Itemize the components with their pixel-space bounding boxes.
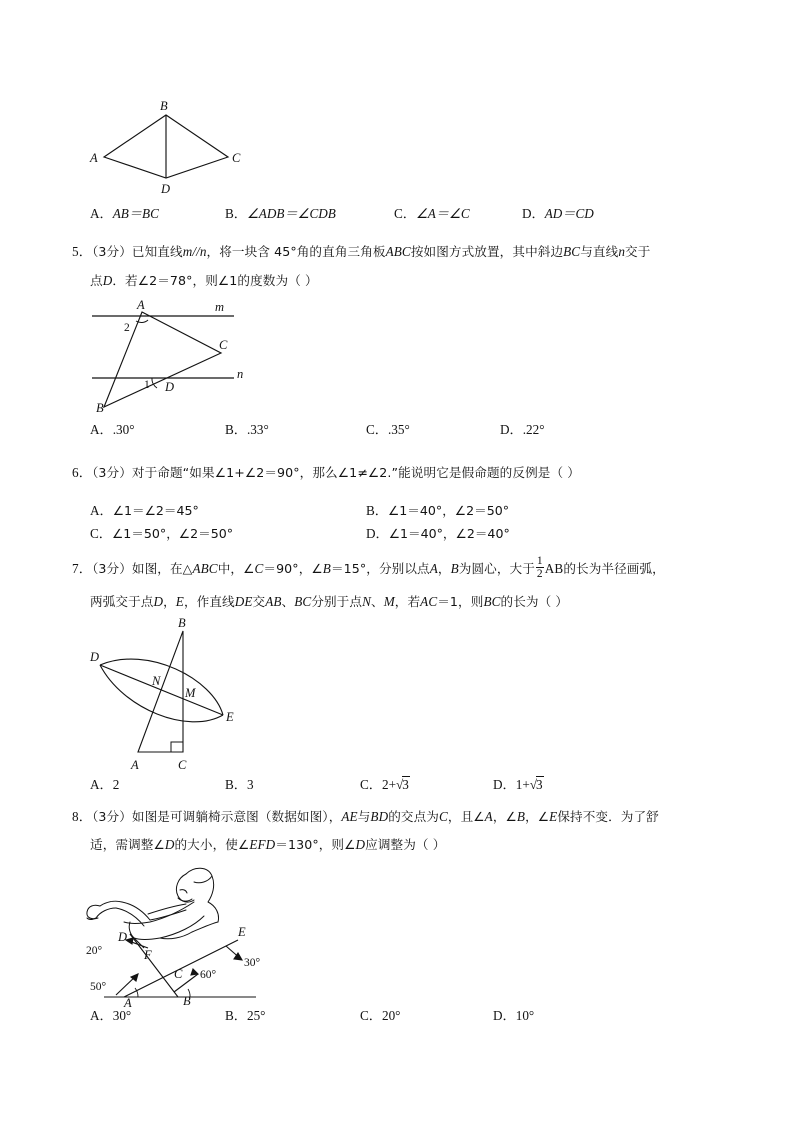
option-a[interactable] xyxy=(90,419,134,438)
option-c-label: C． xyxy=(394,206,416,221)
label-line-n: n xyxy=(237,367,244,381)
option-c-label: C． xyxy=(90,526,112,541)
question6-marks: （3分） xyxy=(92,465,132,480)
question8-options xyxy=(0,1005,793,1025)
option-d-text: AD＝CD xyxy=(544,206,594,221)
option-c-text: 20° xyxy=(381,1008,401,1023)
option-c-text: .35° xyxy=(387,422,410,437)
label-n: N xyxy=(152,674,161,688)
option-a[interactable] xyxy=(90,203,159,222)
option-c[interactable] xyxy=(360,774,410,793)
option-d-text: .22° xyxy=(522,422,545,437)
option-b-text: ∠ADB＝∠CDB xyxy=(246,206,336,221)
option-c-text: ∠A＝∠C xyxy=(415,206,470,221)
option-d-label: D． xyxy=(493,1008,516,1023)
option-c-text: ∠1＝50°，∠2＝50° xyxy=(111,526,234,541)
option-c[interactable] xyxy=(90,523,233,542)
figure-kite-abcd xyxy=(86,96,246,196)
option-a-text: 30° xyxy=(112,1008,132,1023)
angle-60-label: 60° xyxy=(200,969,217,981)
question7-options xyxy=(0,774,793,794)
option-a-label: A． xyxy=(90,777,113,792)
question6-number: 6 xyxy=(72,465,79,480)
label-c: C xyxy=(174,967,183,981)
angle-50-label: 50° xyxy=(90,981,107,993)
label-a: A xyxy=(137,298,145,312)
option-d[interactable] xyxy=(493,774,544,793)
option-d[interactable] xyxy=(493,1005,534,1024)
question6-options-row1 xyxy=(0,500,793,520)
label-d: D xyxy=(90,650,100,664)
label-b: B xyxy=(96,401,104,415)
radical-icon: √3 xyxy=(529,777,543,792)
option-d-label: D． xyxy=(522,206,545,221)
option-b[interactable] xyxy=(225,419,269,438)
option-a[interactable] xyxy=(90,500,199,519)
label-a: A xyxy=(124,996,132,1010)
option-a-text: AB＝BC xyxy=(112,206,159,221)
option-c[interactable] xyxy=(366,419,410,438)
question5-stem-line2: 点D．若∠2＝78°，则∠1的度数为（ ） xyxy=(90,273,318,288)
option-b-label: B． xyxy=(225,206,247,221)
question7-stem-line1: 7．（3分）如图，在△ABC中，∠C＝90°，∠B＝15°，分别以点A，B为圆心，大于 $\frac{1}{2}$ AB的长为半径画弧， xyxy=(72,555,665,581)
option-c-text: 2+ xyxy=(381,777,397,792)
angle-label-2: 2 xyxy=(124,322,130,334)
option-b-text: ∠1＝40°，∠2＝50° xyxy=(387,503,510,518)
radical-icon: √3 xyxy=(396,777,409,792)
question8-number: 8 xyxy=(72,809,79,824)
kite-label-a: A xyxy=(90,151,98,165)
option-d[interactable] xyxy=(366,523,510,542)
label-c: C xyxy=(178,758,187,772)
label-f: F xyxy=(144,948,152,962)
question7-number: 7 xyxy=(72,561,79,577)
angle-20-label: 20° xyxy=(86,945,103,957)
option-a-label: A． xyxy=(90,206,113,221)
option-b-label: B． xyxy=(225,1008,247,1023)
question4-options xyxy=(0,203,793,223)
question5-options xyxy=(0,419,793,439)
label-e: E xyxy=(238,925,246,939)
label-d: D xyxy=(118,930,128,944)
option-a-label: A． xyxy=(90,1008,113,1023)
option-c-label: C． xyxy=(360,1008,382,1023)
question8-stem-line1: 8．（3分）如图是可调躺椅示意图（数据如图），AE与BD的交点为C，且∠A，∠B，∠E保持不变．为了舒 xyxy=(72,809,659,824)
label-c: C xyxy=(219,338,228,352)
option-c-label: C． xyxy=(360,777,382,792)
option-b-text: .33° xyxy=(246,422,269,437)
option-b[interactable] xyxy=(225,1005,265,1024)
option-b-text: 3 xyxy=(246,777,254,792)
question8-marks: （3分） xyxy=(92,809,132,824)
label-e: E xyxy=(226,710,234,724)
figure-recliner-chair xyxy=(86,862,266,1010)
question7-marks: （3分） xyxy=(92,561,132,577)
option-d[interactable] xyxy=(522,203,594,222)
label-m: M xyxy=(185,686,196,700)
option-d-text: 10° xyxy=(515,1008,535,1023)
label-b: B xyxy=(183,994,191,1008)
option-c-label: C． xyxy=(366,422,388,437)
option-c-radicand: 3 xyxy=(402,777,409,792)
question6-stem-text: 对于命题“如果∠1+∠2＝90°，那么∠1≠∠2.”能说明它是假命题的反例是（ ） xyxy=(131,465,580,480)
kite-label-c: C xyxy=(232,151,241,165)
question6-options-row2 xyxy=(0,523,793,543)
question5-stem-line1: 5．（3分）已知直线m//n，将一块含 45°角的直角三角板ABC按如图方式放置，其中斜边BC与直线n交于 xyxy=(72,244,651,259)
label-line-m: m xyxy=(215,300,225,314)
option-b-text: 25° xyxy=(246,1008,266,1023)
angle-30-label: 30° xyxy=(244,957,261,969)
option-a[interactable] xyxy=(90,1005,131,1024)
option-d-text: 1+ xyxy=(515,777,530,792)
option-b-label: B． xyxy=(225,422,247,437)
question7-stem-line2: 两弧交于点D，E，作直线DE交AB、BC分别于点N、M，若AC＝1，则BC的长为（ ） xyxy=(90,594,569,609)
label-d: D xyxy=(165,380,175,394)
figure-parallel-lines-triangle xyxy=(86,298,326,415)
option-b[interactable] xyxy=(225,774,254,793)
option-d-radicand: 3 xyxy=(536,777,543,792)
question6-stem: 6．（3分）对于命题“如果∠1+∠2＝90°，那么∠1≠∠2.”能说明它是假命题的反例是（ ） xyxy=(72,465,580,480)
angle-label-1: 1 xyxy=(144,379,150,391)
question5-number: 5 xyxy=(72,244,79,259)
option-a[interactable] xyxy=(90,774,119,793)
question5-marks: （3分） xyxy=(92,244,132,259)
figure-perpendicular-bisector xyxy=(78,617,258,772)
option-d-label: D． xyxy=(493,777,516,792)
kite-label-d: D xyxy=(161,182,171,196)
option-d[interactable] xyxy=(500,419,544,438)
option-a-text: ∠1＝∠2＝45° xyxy=(112,503,199,518)
option-c[interactable] xyxy=(394,203,470,222)
kite-label-b: B xyxy=(160,99,168,113)
option-b[interactable] xyxy=(225,203,336,222)
option-b-label: B． xyxy=(225,777,247,792)
fraction-one-half: $\frac{1}{2}$ xyxy=(536,555,543,581)
option-b-label: B． xyxy=(366,503,388,518)
option-d-label: D． xyxy=(500,422,523,437)
option-a-text: 2 xyxy=(112,777,120,792)
option-d-text: ∠1＝40°，∠2＝40° xyxy=(388,526,510,541)
label-a: A xyxy=(131,758,139,772)
option-a-label: A． xyxy=(90,503,113,518)
option-b[interactable] xyxy=(366,500,509,519)
option-a-label: A． xyxy=(90,422,113,437)
option-c[interactable] xyxy=(360,1005,400,1024)
option-a-text: .30° xyxy=(112,422,135,437)
label-b: B xyxy=(178,616,186,630)
question8-stem-line2: 适，需调整∠D的大小，使∠EFD＝130°，则∠D应调整为（ ） xyxy=(90,837,446,852)
option-d-label: D． xyxy=(366,526,389,541)
